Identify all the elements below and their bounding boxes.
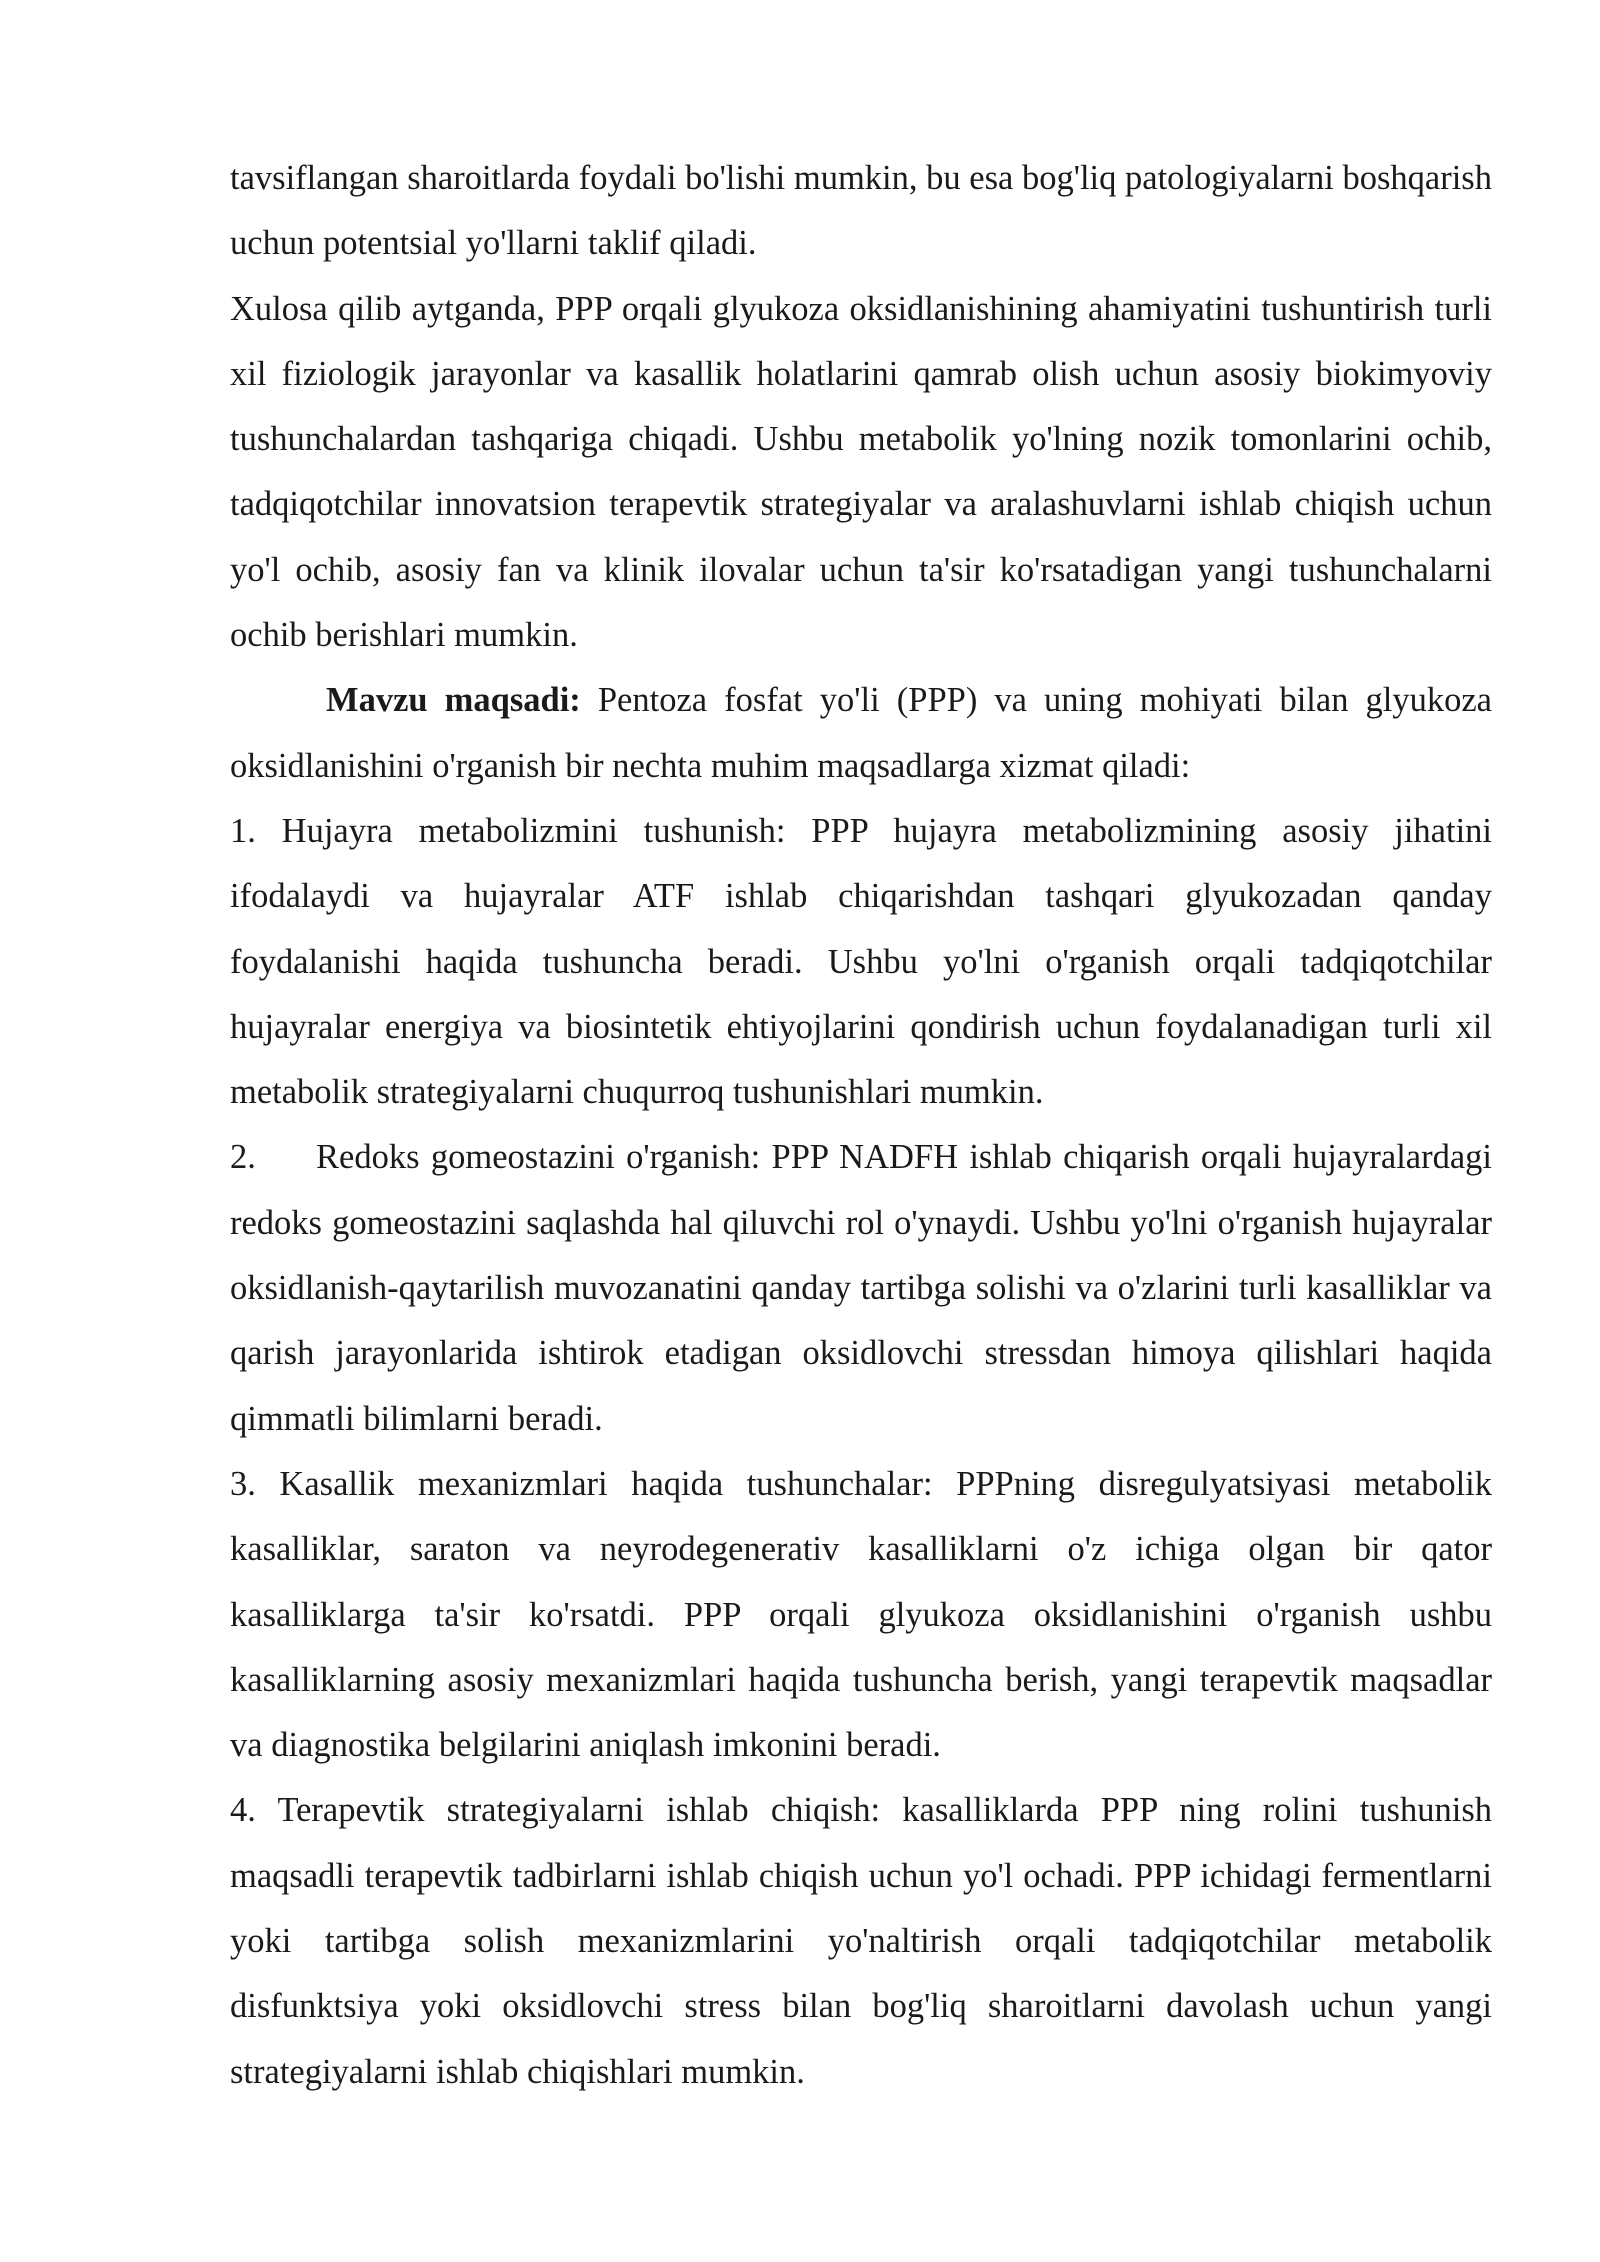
list-item-2 — [230, 1125, 1492, 1451]
paragraph-conclusion: Xulosa qilib aytganda, PPP orqali glyukoza oksidlanishining ahamiyatini tushuntirish turli xil fiziologik jarayonlar va kasallik holatlarini qamrab olish uchun asosiy biokimyoviy tushunchalardan tashqariga chiqadi. Ushbu metabolik yo'lning nozik tomonlarini ochib, tadqiqotchilar innovatsion terapevtik strategiyalar va aralashuvlarni ishlab chiqish uchun yo'l ochib, asosiy fan va klinik ilovalar uchun ta'sir ko'rsatadigan yangi tushunchalarni ochib berishlari mumkin. — [230, 289, 1492, 655]
goal-text: Pentoza fosfat yo'li (PPP) va uning mohiyati bilan glyukoza oksidlanishini o'rganish bir nechta muhim maqsadlarga xizmat qiladi: — [230, 681, 1492, 785]
paragraph-goal — [230, 668, 1492, 799]
list-item-3: 3. Kasallik mexanizmlari haqida tushunchalar: PPPning disregulyatsiyasi metabolik kasalliklar, saraton va neyrodegenerativ kasalliklarni o'z ichiga olgan bir qator kasalliklarga ta'sir ko'rsatdi. PPP orqali glyukoza oksidlanishini o'rganish ushbu kasalliklarning asosiy mexanizmlari haqida tushuncha berish, yangi terapevtik maqsadlar va diagnostika belgilarini aniqlash imkonini beradi. — [230, 1464, 1492, 1765]
list-item-4: 4. Terapevtik strategiyalarni ishlab chiqish: kasalliklarda PPP ning rolini tushunish maqsadli terapevtik tadbirlarni ishlab chiqish uchun yo'l ochadi. PPP ichidagi fermentlarni yoki tartibga solish mexanizmlarini yo'naltirish orqali tadqiqotchilar metabolik disfunktsiya yoki oksidlovchi stress bilan bog'liq sharoitlarni davolash uchun yangi strategiyalarni ishlab chiqishlari mumkin. — [230, 1791, 1492, 2091]
document-body — [230, 146, 1492, 2105]
goal-heading: Mavzu maqsadi: — [326, 681, 581, 720]
list-item-2-number: 2. — [230, 1138, 256, 1177]
list-item-2-text: Redoks gomeostazini o'rganish: PPP NADFH ishlab chiqarish orqali hujayralardagi redoks gomeostazini saqlashda hal qiluvchi rol o'ynaydi. Ushbu yo'lni o'rganish hujayralar oksidlanish-qaytarilish muvozanatini qanday tartibga solishi va o'zlarini turli kasalliklar va qarish jarayonlarida ishtirok etadigan oksidlovchi stressdan himoya qilishlari haqida qimmatli bilimlarni beradi. — [230, 1138, 1492, 1438]
paragraph-continuation: tavsiflangan sharoitlarda foydali bo'lishi mumkin, bu esa bog'liq patologiyalarni boshqarish uchun potentsial yo'llarni taklif qiladi. — [230, 159, 1492, 263]
list-item-1: 1. Hujayra metabolizmini tushunish: PPP hujayra metabolizmining asosiy jihatini ifodalaydi va hujayralar ATF ishlab chiqarishdan tashqari glyukozadan qanday foydalanishi haqida tushuncha beradi. Ushbu yo'lni o'rganish orqali tadqiqotchilar hujayralar energiya va biosintetik ehtiyojlarini qondirish uchun foydalanadigan turli xil metabolik strategiyalarni chuqurroq tushunishlari mumkin. — [230, 811, 1492, 1112]
